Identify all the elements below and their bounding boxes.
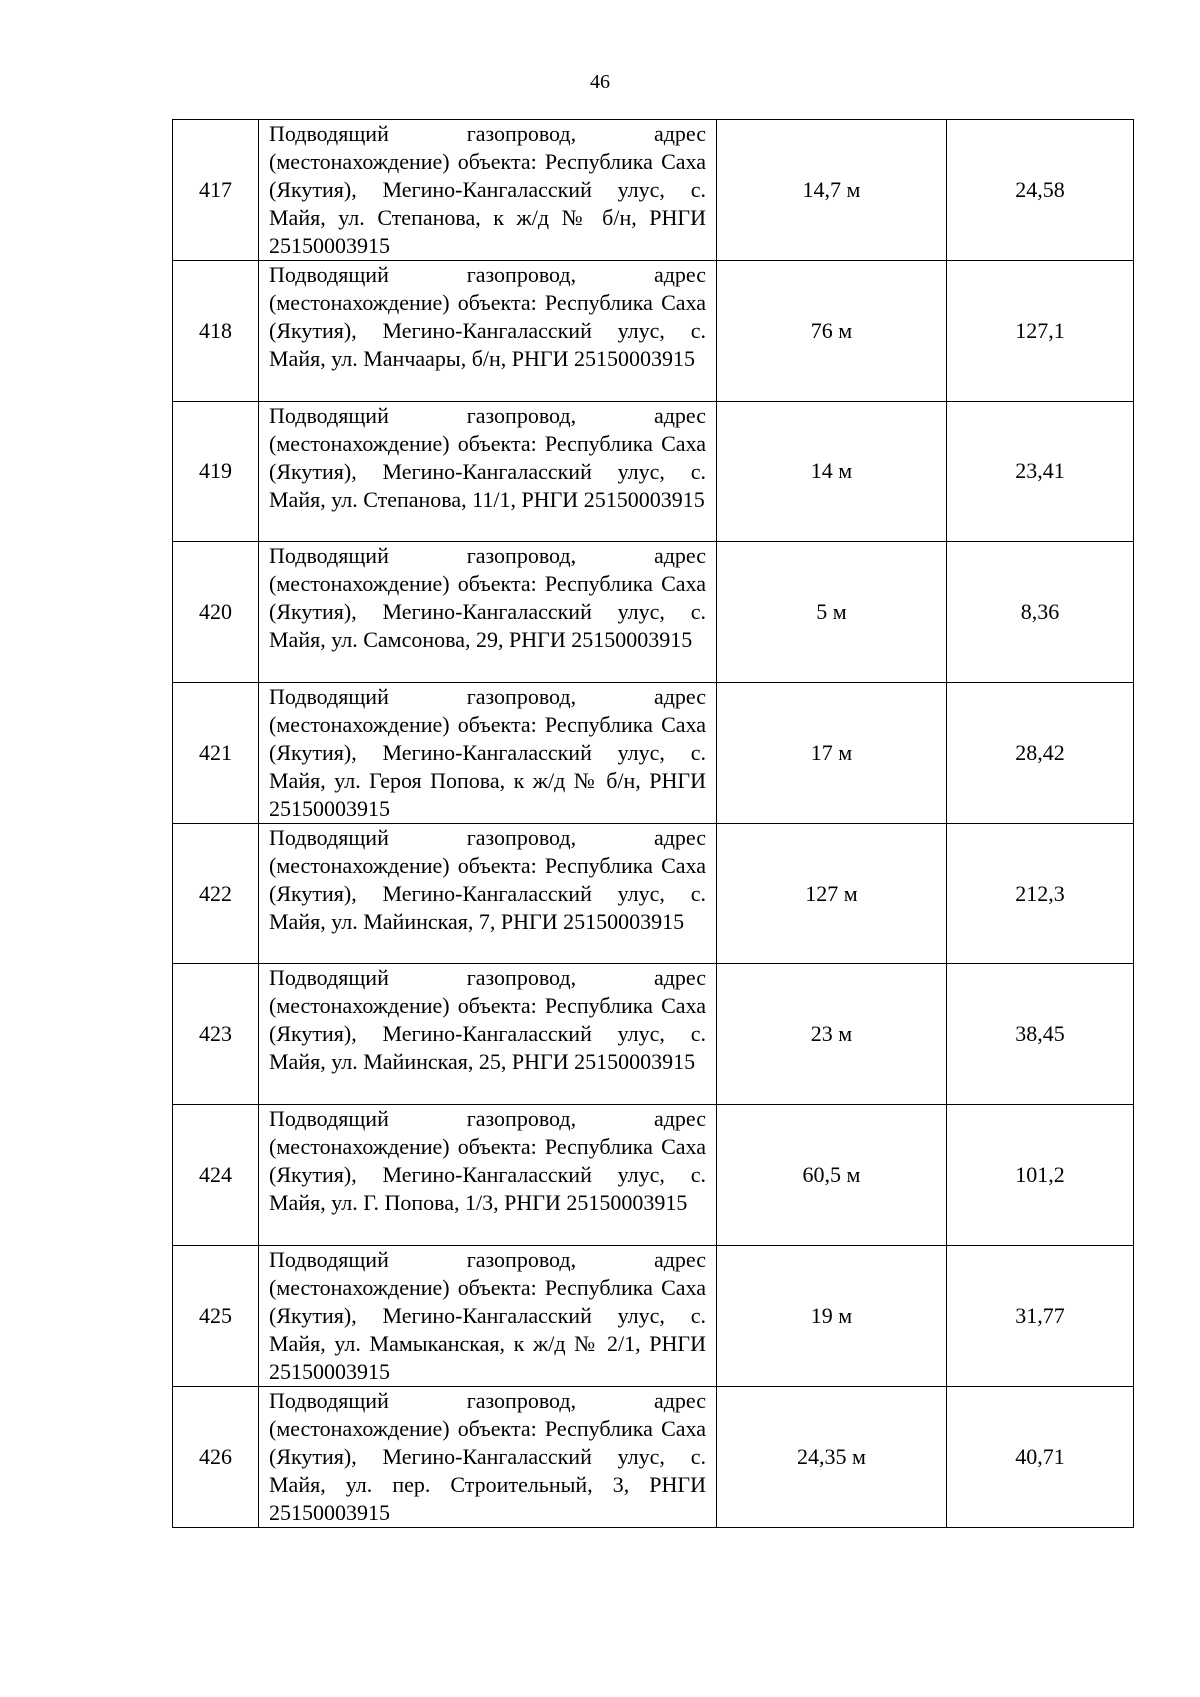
table-row: [173, 1386, 1134, 1527]
object-description: [259, 682, 717, 823]
row-number: 422: [173, 823, 259, 964]
object-length: 60,5 м: [717, 1104, 947, 1245]
object-length: 19 м: [717, 1245, 947, 1386]
object-value: 28,42: [947, 682, 1134, 823]
row-number: 425: [173, 1245, 259, 1386]
object-length: 24,35 м: [717, 1386, 947, 1527]
object-description-text: Подводящий газопровод, адрес (местонахождение) объекта: Республика Саха (Якутия), Мегино-Кангаласский улус, с. Майя, ул. Майинская, 7, РНГИ 25150003915: [269, 824, 706, 934]
row-number: 420: [173, 542, 259, 683]
object-value: 101,2: [947, 1104, 1134, 1245]
row-number: 417: [173, 120, 259, 261]
row-number: 418: [173, 261, 259, 402]
object-description-text: Подводящий газопровод, адрес (местонахождение) объекта: Республика Саха (Якутия), Мегино-Кангаласский улус, с. Майя, ул. Степанова, к ж/д № б/н, РНГИ 25150003915: [269, 121, 706, 258]
table-row: [173, 542, 1134, 683]
object-description: [259, 120, 717, 261]
object-description: [259, 964, 717, 1105]
object-description: [259, 401, 717, 542]
object-length: 23 м: [717, 964, 947, 1105]
object-value: 23,41: [947, 401, 1134, 542]
object-length: 17 м: [717, 682, 947, 823]
page-number: 46: [590, 71, 610, 93]
object-value: 40,71: [947, 1386, 1134, 1527]
object-description-text: Подводящий газопровод, адрес (местонахождение) объекта: Республика Саха (Якутия), Мегино-Кангаласский улус, с. Майя, ул. Г. Попова, 1/3, РНГИ 25150003915: [269, 1105, 706, 1215]
object-length: 14,7 м: [717, 120, 947, 261]
object-description-text: Подводящий газопровод, адрес (местонахождение) объекта: Республика Саха (Якутия), Мегино-Кангаласский улус, с. Майя, ул. Самсонова, 29, РНГИ 25150003915: [269, 543, 706, 653]
object-length: 5 м: [717, 542, 947, 683]
object-value: 8,36: [947, 542, 1134, 683]
row-number: 424: [173, 1104, 259, 1245]
object-length: 76 м: [717, 261, 947, 402]
row-number: 426: [173, 1386, 259, 1527]
object-description-text: Подводящий газопровод, адрес (местонахождение) объекта: Республика Саха (Якутия), Мегино-Кангаласский улус, с. Майя, ул. Манчаары, б/н, РНГИ 25150003915: [269, 262, 706, 371]
table-row: [173, 120, 1134, 261]
object-value: 31,77: [947, 1245, 1134, 1386]
object-description-text: Подводящий газопровод, адрес (местонахождение) объекта: Республика Саха (Якутия), Мегино-Кангаласский улус, с. Майя, ул. Степанова, 11/1, РНГИ 25150003915: [269, 402, 706, 512]
table-row: [173, 401, 1134, 542]
table-row: [173, 682, 1134, 823]
row-number: 421: [173, 682, 259, 823]
object-value: 212,3: [947, 823, 1134, 964]
table-row: [173, 1245, 1134, 1386]
object-length: 127 м: [717, 823, 947, 964]
row-number: 423: [173, 964, 259, 1105]
object-description: [259, 1386, 717, 1527]
object-description-text: Подводящий газопровод, адрес (местонахождение) объекта: Республика Саха (Якутия), Мегино-Кангаласский улус, с. Майя, ул. Героя Попова, к ж/д № б/н, РНГИ 25150003915: [269, 683, 706, 821]
table-row: [173, 964, 1134, 1105]
object-value: 24,58: [947, 120, 1134, 261]
row-number: 419: [173, 401, 259, 542]
object-description-text: Подводящий газопровод, адрес (местонахождение) объекта: Республика Саха (Якутия), Мегино-Кангаласский улус, с. Майя, ул. Майинская, 25, РНГИ 25150003915: [269, 965, 706, 1075]
object-value: 127,1: [947, 261, 1134, 402]
object-length: 14 м: [717, 401, 947, 542]
object-description: [259, 1245, 717, 1386]
table-row: [173, 261, 1134, 402]
object-description: [259, 261, 717, 402]
object-description-text: Подводящий газопровод, адрес (местонахождение) объекта: Республика Саха (Якутия), Мегино-Кангаласский улус, с. Майя, ул. Мамыканская, к ж/д № 2/1, РНГИ 25150003915: [269, 1246, 706, 1384]
object-description-text: Подводящий газопровод, адрес (местонахождение) объекта: Республика Саха (Якутия), Мегино-Кангаласский улус, с. Майя, ул. пер. Строительный, 3, РНГИ 25150003915: [269, 1387, 706, 1525]
table-row: [173, 823, 1134, 964]
object-description: [259, 1104, 717, 1245]
object-description: [259, 823, 717, 964]
object-description: [259, 542, 717, 683]
table-row: [173, 1104, 1134, 1245]
registry-table: [172, 119, 1134, 1528]
object-value: 38,45: [947, 964, 1134, 1105]
